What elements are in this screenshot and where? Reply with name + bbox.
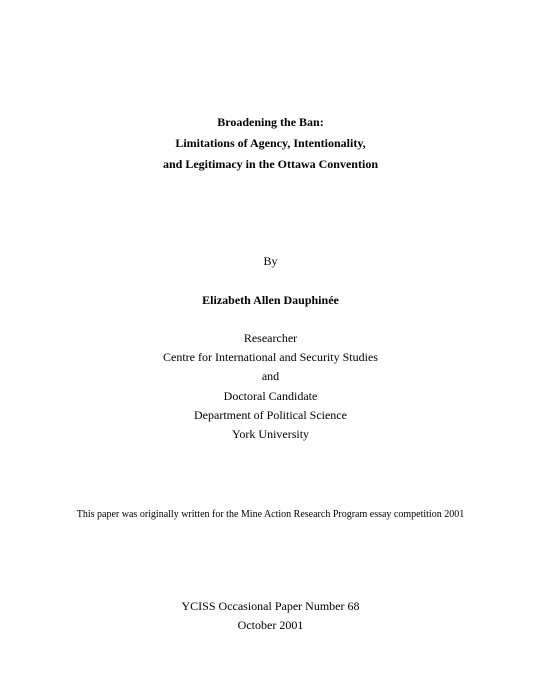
author-name: Elizabeth Allen Dauphinée xyxy=(202,293,339,307)
series-number: YCISS Occasional Paper Number 68 xyxy=(181,599,360,613)
publication-date: October 2001 xyxy=(237,618,304,632)
affiliation-role-2: Doctoral Candidate xyxy=(223,389,318,403)
affiliation-org-2: Department of Political Science xyxy=(194,408,347,422)
affiliation-role-1: Researcher xyxy=(243,331,298,345)
competition-note: This paper was originally written for the Mine Action Research Program essay competition 2001 xyxy=(76,509,465,520)
affiliation-university: York University xyxy=(231,427,310,441)
title-line-2: Limitations of Agency, Intentionality, xyxy=(175,136,366,150)
affiliation-org-1: Centre for International and Security Studies xyxy=(163,350,378,364)
affiliation-conjunction: and xyxy=(261,369,280,383)
title-line-3: and Legitimacy in the Ottawa Convention xyxy=(162,157,378,171)
byline: By xyxy=(263,254,278,268)
title-line-1: Broadening the Ban: xyxy=(217,115,324,129)
